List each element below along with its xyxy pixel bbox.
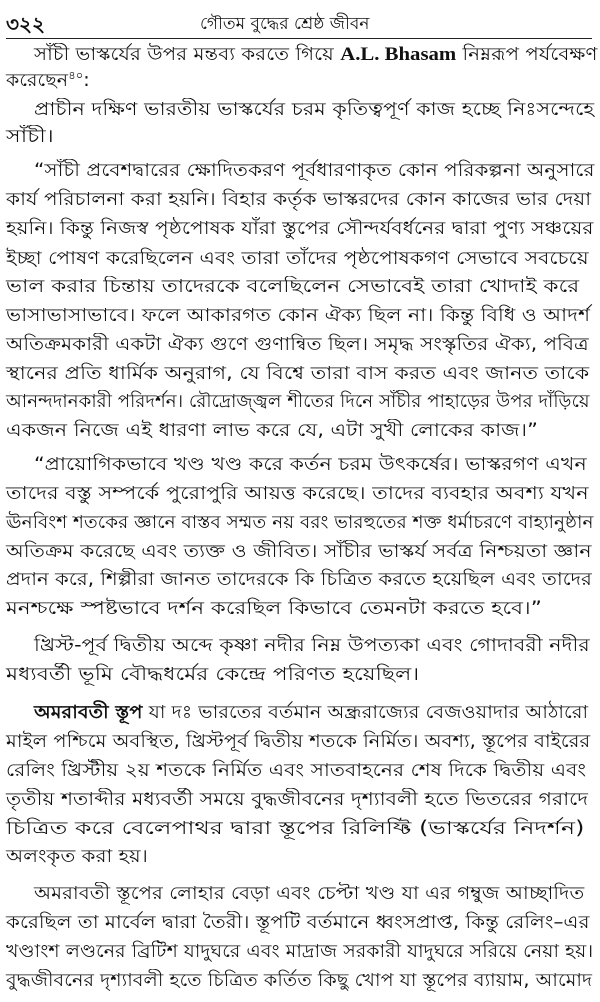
text-line: বুদ্ধজীবনের দৃশ্যাবলী হতে চিত্রিত কর্তিত কিছু খোপ যা স্তূপের ব্যায়াম, আমোদ — [6, 970, 593, 991]
text-line: অতিক্রম করেছে এবং ত্যক্ত ও জীবিত। সাঁচীর ভাস্কর্য সর্বত্র নিশ্চয়তা জ্ঞান — [6, 541, 592, 562]
text-line: কার্য পরিচালনা করা হয়নি। বিহার কর্তৃক ভাস্করদের কোন কাজের ভার দেয়া — [6, 189, 592, 210]
text-line: সাঁচী। — [6, 126, 54, 147]
author-name: A.L. Bhasam — [340, 44, 457, 65]
text-line — [6, 68, 90, 94]
section-keyword: অমরাবতী স্তূপ — [34, 702, 143, 723]
text-line: খ্রিস্ট-পূর্ব দ্বিতীয় অব্দে কৃষ্ণা নদীর নিম্ন উপত্যকা এবং গোদাবরী নদীর — [34, 635, 590, 656]
text-line: খণ্ডাংশ লণ্ডনের ব্রিটিশ যাদুঘরে এবং মাদ্রাজ সরকারী যাদুঘরে সরিয়ে নেয়া হয়। — [6, 941, 594, 962]
text-line: প্রাচীন দক্ষিণ ভারতীয় ভাস্কর্যের চরম কৃতিত্বপূর্ণ কাজ হচ্ছে নিঃসন্দেহে — [34, 99, 595, 120]
page-header — [0, 6, 600, 36]
text-segment: সাঁচী ভাস্কর্যের উপর মন্তব্য করতে গিয়ে — [34, 44, 334, 65]
text-line: মনশ্চক্ষে স্পষ্টভাবে দর্শন করেছিল কিভাবে তেমনটা করতে হবে।” — [6, 598, 542, 619]
text-line: আনন্দদানকারী পরিদর্শন। রৌদ্রোজ্জ্বল শীতের দিনে সাঁচীর পাহাড়ের উপর দাঁড়িয়ে — [6, 391, 590, 412]
text-line: তৃতীয় শতাব্দীর মধ্যবর্তী সময়ে বুদ্ধজীবনের দৃশ্যাবলী হতে ভিতরের গরাদে — [6, 789, 589, 810]
text-line: ভাসাভাসাভাবে। ফলে আকারগত কোন ঐক্য ছিল না। কিন্তু বিধি ও আদর্শ — [6, 305, 591, 326]
running-title: গৌতম বুদ্ধের শ্রেষ্ঠ জীবন — [200, 14, 370, 34]
text-line: করেছিল তা মার্বেল দ্বারা তৈরী। স্তূপটি বর্তমানে ধ্বংসপ্রাপ্ত, কিন্তু রেলিং–এর — [6, 912, 590, 933]
text-line: মধ্যবর্তী ভূমি বৌদ্ধধর্মের কেন্দ্রে পরিণত হয়েছিল। — [6, 664, 420, 685]
header-rule — [6, 38, 592, 39]
text-line: অতিক্রমকারী একটা ঐক্য গুণে গুণান্বিত ছিল। সমৃদ্ধ সংস্কৃতির ঐক্য, পবিত্র — [6, 334, 589, 355]
text-segment: যা দঃ ভারতের বর্তমান অন্ধ্ররাজ্যের বেজওয়াদার আঠারো — [148, 702, 589, 723]
text-line: মাইল পশ্চিমে অবস্থিত, খ্রিস্টপূর্ব দ্বিতীয় শতকে নির্মিত। অবশ্য, স্তূপের বাইরের — [6, 731, 591, 752]
text-line: হয়নি। কিন্তু নিজস্ব পৃষ্ঠপোষক যাঁরা স্তুপের সৌন্দর্যবর্ধনের দ্বারা পুণ্য সঞ্চয়ের — [6, 218, 594, 239]
text-line — [34, 700, 588, 726]
footnote-marker: ৪০ — [68, 68, 84, 82]
text-line: ঊনবিংশ শতকের জ্ঞানে বাস্তব সম্মত নয় বরং ভারহুতের শক্ত ধর্মাচরণে বাহ্যানুষ্ঠান — [6, 512, 594, 533]
text-line: “সাঁচী প্রবেশদ্বারের ক্ষোদিতকরণ পূর্বধারণাকৃত কোন পরিকল্পনা অনুসারে — [34, 160, 595, 181]
text-line: অলংকৃত করা হয়। — [6, 846, 148, 867]
text-line: ইচ্ছা পোষণ করেছিলেন এবং তারা তাঁদের পৃষ্ঠপোষকগণ সেভাবে সবচেয়ে — [6, 248, 589, 269]
text-line: ভাল করার চিন্তায় তাদেরকে বলেছিলেন সেভাবেই তারা খোদাই করে — [6, 276, 580, 297]
text-line: একজন নিজে এই ধারণা লাভ করে যে, এটা সুখী লোকের কাজ।” — [6, 420, 538, 441]
text-line: রেলিং খ্রিস্টীয় ২য় শতকে নির্মিত এবং সাতবাহনের শেষ দিকে দ্বিতীয় এবং — [6, 760, 587, 781]
text-segment: : — [83, 70, 90, 91]
text-line: স্থানের প্রতি ধার্মিক অনুরাগ, যে বিশ্বে তারা বাস করত এবং জানত তাকে — [6, 363, 590, 384]
text-line: চিত্রিত করে বেলেপাথর দ্বারা স্তূপের রিলিফ্টি (ভাস্কর্যের নিদর্শন) — [6, 818, 585, 839]
text-segment: নিম্নরূপ পর্যবেক্ষণ — [462, 44, 598, 65]
text-line: তাদের বস্তু সম্পর্কে পুরোপুরি আয়ত্ত করেছে। তাদের ব্যবহার অবশ্য যখন — [6, 483, 589, 504]
text-line: অমরাবতী স্তূপের লোহার বেড়া এবং চেপ্টা খণ্ড যা এর গম্বুজ আচ্ছাদিত — [34, 883, 585, 904]
text-segment: করেছেন — [6, 70, 69, 91]
text-line: প্রদান করে, শিল্পীরা জানত তাদেরকে কি চিত্রিত করতে হয়েছিল এবং তাদের — [6, 569, 592, 590]
text-line: “প্রায়োগিকভাবে খণ্ড খণ্ড করে কর্তন চরম উৎকর্ষের। ভাস্করগণ এখন — [34, 454, 587, 475]
text-line — [34, 42, 598, 68]
page-number: ৩২২ — [6, 12, 46, 36]
